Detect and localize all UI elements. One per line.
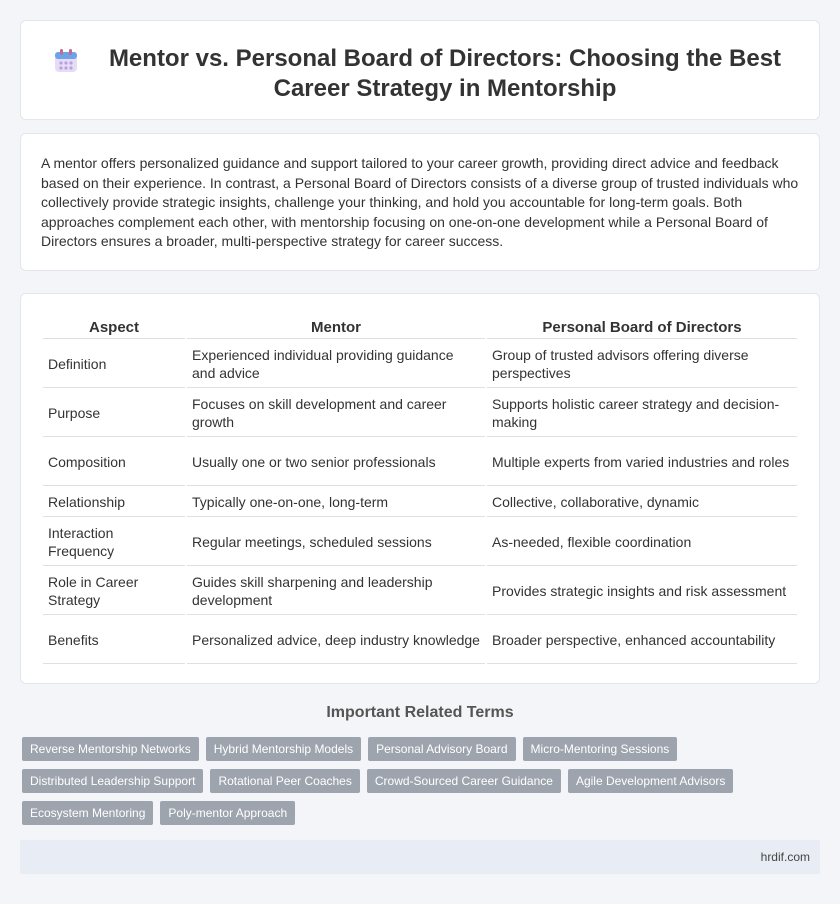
column-header-mentor: Mentor (187, 317, 485, 339)
table-cell-aspect: Role in Career Strategy (43, 568, 185, 615)
table-cell-aspect: Composition (43, 439, 185, 486)
related-term-tag[interactable]: Poly-mentor Approach (160, 801, 295, 825)
table-cell-aspect: Purpose (43, 390, 185, 437)
table-cell-board: Provides strategic insights and risk assessment (487, 568, 797, 615)
comparison-table (41, 315, 799, 666)
page-title: Mentor vs. Personal Board of Directors: Choosing the Best Career Strategy in Mentorship (108, 45, 782, 102)
table-cell-aspect: Definition (43, 341, 185, 388)
table-cell-mentor: Focuses on skill development and career growth (187, 390, 485, 437)
related-term-tag[interactable]: Micro-Mentoring Sessions (523, 737, 678, 761)
comparison-card (20, 293, 820, 684)
related-term-tag[interactable]: Agile Development Advisors (568, 769, 733, 793)
table-row (43, 341, 797, 388)
footer-domain-link[interactable]: hrdif.com (760, 850, 810, 864)
table-row (43, 390, 797, 437)
table-cell-board: As-needed, flexible coordination (487, 519, 797, 566)
related-term-tag[interactable]: Distributed Leadership Support (22, 769, 203, 793)
table-row (43, 568, 797, 615)
related-term-tag[interactable]: Crowd-Sourced Career Guidance (367, 769, 561, 793)
table-header-row (43, 317, 797, 339)
table-cell-mentor: Usually one or two senior professionals (187, 439, 485, 486)
table-cell-mentor: Regular meetings, scheduled sessions (187, 519, 485, 566)
related-terms-heading: Important Related Terms (326, 704, 514, 721)
table-cell-aspect: Benefits (43, 617, 185, 664)
related-term-tag[interactable]: Rotational Peer Coaches (210, 769, 359, 793)
table-row (43, 617, 797, 664)
table-cell-board: Collective, collaborative, dynamic (487, 488, 797, 517)
table-cell-aspect: Interaction Frequency (43, 519, 185, 566)
intro-card (20, 133, 820, 271)
table-row (43, 439, 797, 486)
table-cell-board: Broader perspective, enhanced accountability (487, 617, 797, 664)
table-cell-aspect: Relationship (43, 488, 185, 517)
table-row (43, 488, 797, 517)
related-terms-list (22, 737, 802, 825)
table-cell-board: Supports holistic career strategy and decision-making (487, 390, 797, 437)
table-cell-mentor: Personalized advice, deep industry knowledge (187, 617, 485, 664)
table-cell-mentor: Guides skill sharpening and leadership development (187, 568, 485, 615)
table-cell-board: Multiple experts from varied industries and roles (487, 439, 797, 486)
related-term-tag[interactable]: Reverse Mentorship Networks (22, 737, 199, 761)
calendar-icon (53, 48, 79, 74)
related-term-tag[interactable]: Hybrid Mentorship Models (206, 737, 361, 761)
table-cell-mentor: Experienced individual providing guidance and advice (187, 341, 485, 388)
related-term-tag[interactable]: Ecosystem Mentoring (22, 801, 153, 825)
column-header-board: Personal Board of Directors (487, 317, 797, 339)
table-cell-mentor: Typically one-on-one, long-term (187, 488, 485, 517)
intro-paragraph: A mentor offers personalized guidance and support tailored to your career growth, providing direct advice and feedback based on their experience. In contrast, a Personal Board of Directors consists of a diverse group of trusted individuals who collectively provide strategic insights, challenge your thinking, and hold you accountable for long-term goals. Both approaches complement each other, with mentorship focusing on one-on-one development while a Personal Board of Directors ensures a broader, multi-perspective strategy for career success. (41, 155, 799, 250)
column-header-aspect: Aspect (43, 317, 185, 339)
footer (20, 840, 820, 874)
table-cell-board: Group of trusted advisors offering diverse perspectives (487, 341, 797, 388)
table-row (43, 519, 797, 566)
related-term-tag[interactable]: Personal Advisory Board (368, 737, 515, 761)
header-card (20, 20, 820, 120)
